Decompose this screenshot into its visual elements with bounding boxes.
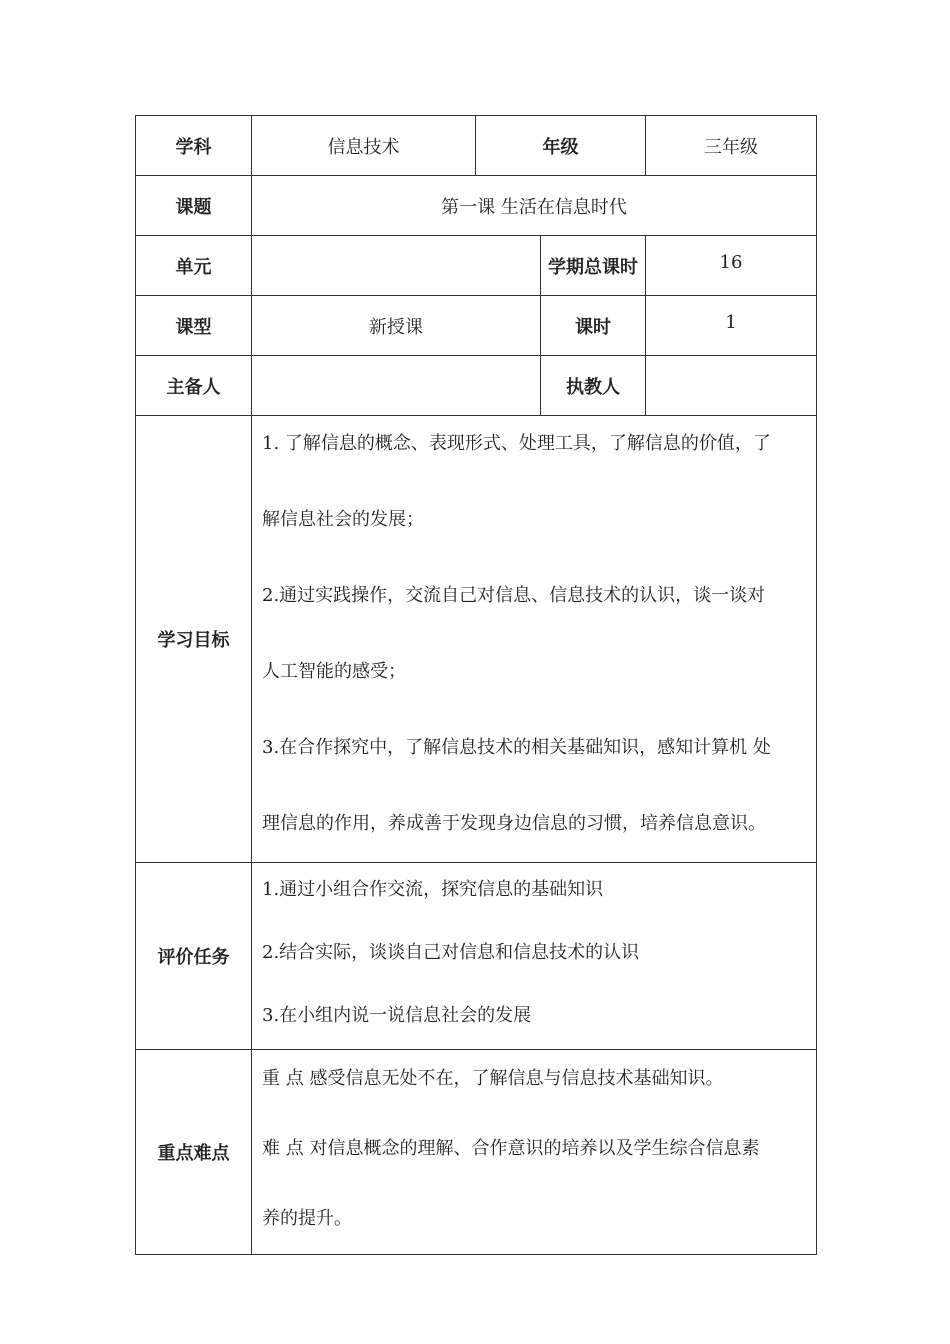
objectives-line: 人工智能的感受； [262, 661, 406, 682]
hours-label: 课时 [541, 296, 646, 356]
unit-label: 单元 [136, 236, 252, 296]
row-topic [136, 176, 817, 236]
lesson-plan-table [135, 115, 817, 1255]
tasks-label: 评价任务 [136, 863, 252, 1050]
row-unit [136, 236, 817, 296]
topic-value: 第一课 生活在信息时代 [252, 176, 817, 236]
objectives-text [252, 406, 816, 862]
unit-value [252, 236, 541, 296]
objectives-label: 学习目标 [136, 416, 252, 863]
row-tasks [136, 863, 817, 1050]
lesson-type-label: 课型 [136, 296, 252, 356]
total-hours-value: 16 [646, 236, 817, 296]
total-hours-label: 学期总课时 [541, 236, 646, 296]
objectives-content [252, 416, 817, 863]
hours-value: 1 [646, 296, 817, 356]
key-points-line: 养的提升。 [262, 1208, 352, 1229]
row-lesson-type [136, 296, 817, 356]
row-objectives [136, 416, 817, 863]
tasks-content [252, 863, 817, 1050]
key-points-text [252, 1044, 816, 1254]
objectives-line: 2.通过实践操作，交流自己对信息、信息技术的认识，谈一谈对 [262, 585, 766, 606]
key-points-content [252, 1050, 817, 1255]
key-points-label: 重点难点 [136, 1050, 252, 1255]
grade-value: 三年级 [646, 116, 817, 176]
topic-label: 课题 [136, 176, 252, 236]
lesson-type-value: 新授课 [252, 296, 541, 356]
subject-value: 信息技术 [252, 116, 476, 176]
objectives-line: 3.在合作探究中，了解信息技术的相关基础知识，感知计算机 处 [262, 737, 771, 758]
objectives-line: 解信息社会的发展； [262, 509, 424, 530]
tasks-text [252, 858, 816, 1047]
key-points-line: 难 点 对信息概念的理解、合作意识的培养以及学生综合信息素 [262, 1138, 760, 1159]
teacher-label: 执教人 [541, 356, 646, 416]
objectives-line: 理信息的作用，养成善于发现身边信息的习惯，培养信息意识。 [262, 813, 766, 834]
objectives-line: 1. 了解信息的概念、表现形式、处理工具，了解信息的价值，了 [262, 433, 771, 454]
subject-label: 学科 [136, 116, 252, 176]
tasks-line: 3.在小组内说一说信息社会的发展 [262, 1005, 532, 1026]
tasks-line: 2.结合实际，谈谈自己对信息和信息技术的认识 [262, 942, 640, 963]
row-subject [136, 116, 817, 176]
preparer-label: 主备人 [136, 356, 252, 416]
grade-label: 年级 [476, 116, 646, 176]
key-points-line: 重 点 感受信息无处不在，了解信息与信息技术基础知识。 [262, 1068, 724, 1089]
tasks-line: 1.通过小组合作交流，探究信息的基础知识 [262, 879, 604, 900]
row-key-points [136, 1050, 817, 1255]
